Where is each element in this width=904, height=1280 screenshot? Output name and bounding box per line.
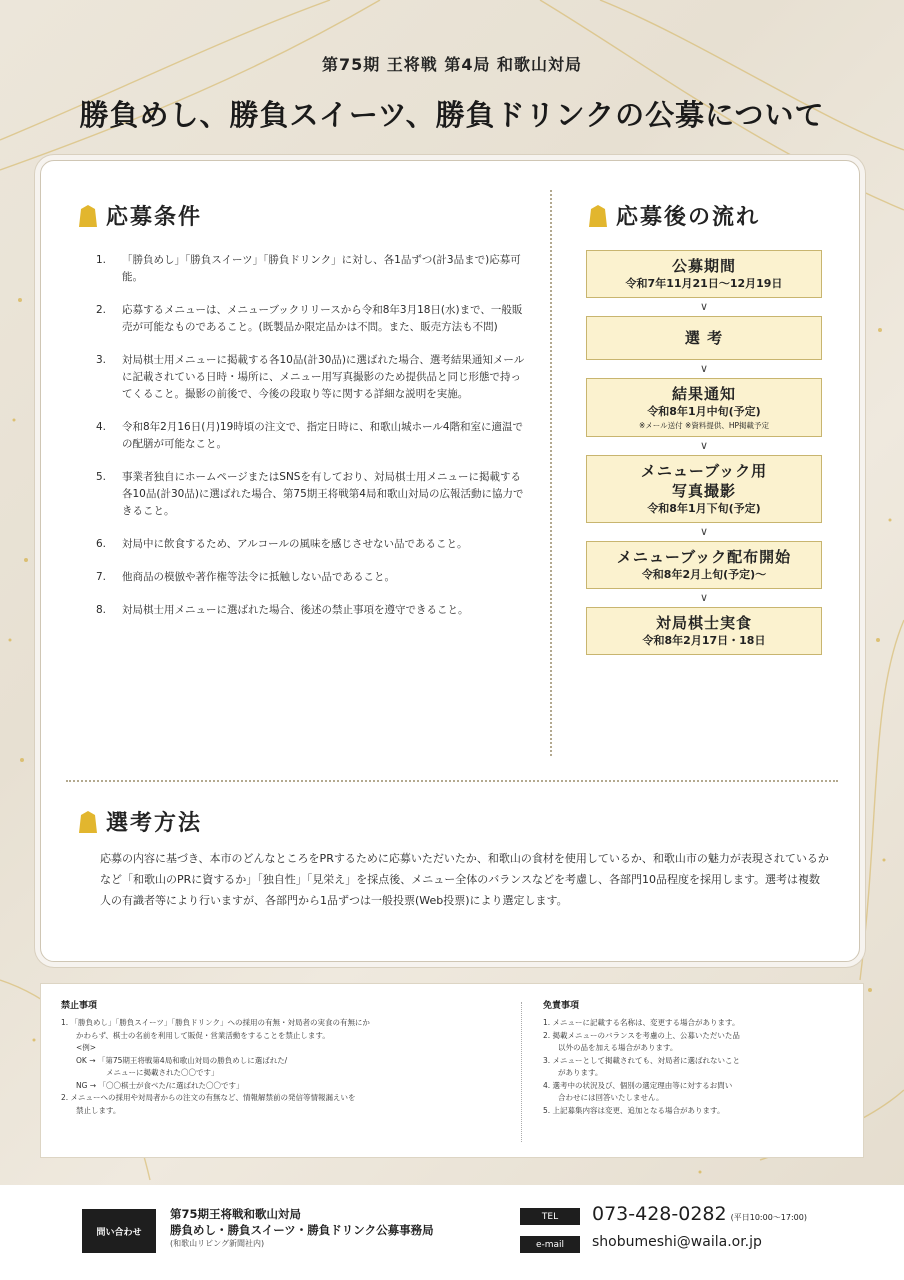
item-text: 対局棋士用メニューに選ばれた場合、後述の禁止事項を遵守できること。: [122, 604, 469, 616]
chevron-down-icon: ∨: [699, 300, 709, 313]
step-date: 令和8年1月下旬(予定): [647, 502, 761, 515]
list-item: [96, 302, 526, 336]
item-number: 3.: [96, 354, 107, 366]
flow-step-selection: [586, 316, 822, 360]
list-item: [96, 352, 526, 403]
list-item: [96, 602, 526, 619]
prohibited-line: 禁止します。: [61, 1105, 121, 1115]
shogi-piece-icon: [588, 204, 608, 228]
footer: [0, 1185, 904, 1280]
step-date: 令和8年1月中旬(予定): [647, 405, 761, 418]
chevron-down-icon: ∨: [699, 439, 709, 452]
item-number: 8.: [96, 604, 107, 616]
flow-step-tasting: [586, 607, 822, 655]
item-text: 対局中に飲食するため、アルコールの風味を感じさせない品であること。: [122, 538, 468, 550]
item-text: 令和8年2月16日(月)19時頃の注文で、指定日時に、和歌山城ホール4階和室に適温での配膳が可能なこと。: [122, 421, 524, 450]
shogi-piece-icon: [78, 204, 98, 228]
list-item: [96, 419, 526, 453]
method-heading-label: 選考方法: [106, 811, 203, 836]
page-title: 勝負めし、勝負スイーツ、勝負ドリンクの公募について: [79, 98, 825, 132]
chevron-down-icon: ∨: [699, 362, 709, 375]
step-name-line2: 写真撮影: [671, 482, 736, 500]
disclaimer-line: があります。: [543, 1068, 603, 1077]
item-text: 他商品の模倣や著作権等法令に抵触しない品であること。: [122, 571, 395, 583]
organizer-line3: (和歌山リビング新聞社内): [170, 1239, 265, 1248]
item-number: 2.: [96, 304, 107, 316]
inquiry-label: 問い合わせ: [82, 1209, 156, 1253]
flow-steps: [586, 250, 822, 655]
step-name: 公募期間: [671, 257, 736, 275]
list-item: [96, 469, 526, 520]
disclaimer-heading: 免責事項: [543, 1001, 580, 1011]
page-header: [0, 52, 904, 134]
item-text: 事業者独自にホームページまたはSNSを有しており、対局棋士用メニューに掲載する各10品(計30品)に選ばれた場合、第75期王将戦第4局和歌山対局の広報活動に協力できること。: [122, 471, 524, 517]
tel-hours: (平日10:00～17:00): [730, 1213, 807, 1222]
event-subtitle: 第75期 王将戦 第4局 和歌山対局: [321, 55, 583, 74]
step-name: 選 考: [684, 329, 724, 347]
disclaimer-line: 以外の品を加える場合があります。: [543, 1043, 678, 1052]
item-number: 4.: [96, 421, 107, 433]
notice-box: [40, 983, 864, 1158]
prohibited-line: NG → 「〇〇棋士が食べた/に選ばれた〇〇です」: [61, 1080, 244, 1090]
step-date: 令和7年11月21日～12月19日: [625, 277, 783, 290]
email-label: e-mail: [520, 1236, 580, 1253]
item-text: 対局棋士用メニューに掲載する各10品(計30品)に選ばれた場合、選考結果通知メールに記載されている日時・場所に、メニュー用写真撮影のため提供品と同じ形態で持ってくること。撮影の前後で、今後の段取り等に関する詳細な説明を実施。: [122, 354, 525, 400]
list-item: [96, 252, 526, 286]
flow-step-application-period: [586, 250, 822, 298]
disclaimer-line: 合わせには回答いたしません。: [543, 1093, 664, 1102]
section-divider: [66, 780, 838, 782]
step-note: ※メール送付 ※資料提供、HP掲載予定: [639, 421, 769, 430]
method-heading: [78, 806, 202, 837]
step-name: 結果通知: [671, 385, 736, 403]
tel-label: TEL: [520, 1208, 580, 1225]
item-number: 1.: [96, 254, 107, 266]
organizer-line2: 勝負めし・勝負スイーツ・勝負ドリンク公募事務局: [170, 1223, 434, 1237]
prohibited-line: <例>: [61, 1043, 97, 1052]
flow-heading: [588, 200, 760, 231]
step-date: 令和8年2月17日・18日: [642, 634, 766, 647]
item-text: 「勝負めし」「勝負スイーツ」「勝負ドリンク」に対し、各1品ずつ(計3品まで)応募可能。: [122, 254, 521, 283]
step-date: 令和8年2月上旬(予定)～: [641, 568, 767, 581]
conditions-list: [96, 252, 526, 635]
conditions-heading-label: 応募条件: [106, 205, 203, 230]
list-item: [96, 569, 526, 586]
disclaimer-line: 3. メニューとして掲載されても、対局者に選ばれないこと: [543, 1055, 741, 1065]
disclaimer-line: 1. メニューに記載する名称は、変更する場合があります。: [543, 1018, 740, 1027]
conditions-heading: [78, 200, 202, 231]
chevron-down-icon: ∨: [699, 591, 709, 604]
prohibited-heading: 禁止事項: [61, 1001, 98, 1011]
flow-heading-label: 応募後の流れ: [616, 205, 761, 230]
shogi-piece-icon: [78, 810, 98, 834]
email-address[interactable]: shobumeshi@waila.or.jp: [592, 1234, 762, 1250]
prohibited-section: [61, 998, 501, 1117]
tel-number[interactable]: [592, 1203, 807, 1225]
prohibited-line: かわらず、棋士の名前を利用して販促・営業活動をすることを禁止します。: [61, 1030, 330, 1040]
list-item: [96, 536, 526, 553]
disclaimer-section: [543, 998, 853, 1117]
prohibited-line: 2. メニューへの採用や対局者からの注文の有無など、情報解禁前の発信等情報漏えいを: [61, 1093, 356, 1102]
prohibited-line: 1. 「勝負めし」「勝負スイーツ」「勝負ドリンク」への採用の有無・対局者の実食の有無にか: [61, 1018, 370, 1027]
step-name: 対局棋士実食: [655, 614, 752, 632]
prohibited-line: OK → 「第75期王将戦第4局和歌山対局の勝負めしに選ばれた/: [61, 1055, 288, 1065]
disclaimer-line: 5. 上記募集内容は変更、追加となる場合があります。: [543, 1105, 725, 1115]
column-divider: [550, 190, 552, 756]
organizer-line1: 第75期王将戦和歌山対局: [170, 1207, 302, 1221]
method-text: 応募の内容に基づき、本市のどんなところをPRするために応募いただいたか、和歌山の食材を使用しているか、和歌山市の魅力が表現されているかなど「和歌山のPRに資するか」「独自性」「見栄え」を採点後、メニュー全体のバランスなどを考慮し、各部門10品程度を採用します。選考は複数人の有識者等により行いますが、各部門から1品ずつは一般投票(Web投票)により選定します。: [100, 852, 829, 907]
item-number: 6.: [96, 538, 107, 550]
item-number: 7.: [96, 571, 107, 583]
item-text: 応募するメニューは、メニューブックリリースから令和8年3月18日(水)まで、一般販売が可能なものであること。(既製品か限定品かは不問。また、販売方法も不問): [122, 304, 523, 333]
flow-step-result-notice: [586, 378, 822, 437]
step-name: メニューブック用: [640, 462, 768, 480]
chevron-down-icon: ∨: [699, 525, 709, 538]
notice-divider: [521, 1002, 522, 1142]
flow-step-menu-distribution: [586, 541, 822, 589]
disclaimer-line: 4. 選考中の状況及び、個別の選定理由等に対するお問い: [543, 1080, 733, 1090]
tel-number-text: 073-428-0282: [592, 1203, 727, 1225]
disclaimer-line: 2. 掲載メニューのバランスを考慮の上、公募いただいた品: [543, 1030, 740, 1040]
prohibited-line: メニューに掲載された〇〇です」: [61, 1068, 219, 1077]
flow-step-photo-shoot: [586, 455, 822, 523]
item-number: 5.: [96, 471, 107, 483]
step-name: メニューブック配布開始: [616, 548, 792, 566]
organizer-info: [170, 1206, 434, 1250]
